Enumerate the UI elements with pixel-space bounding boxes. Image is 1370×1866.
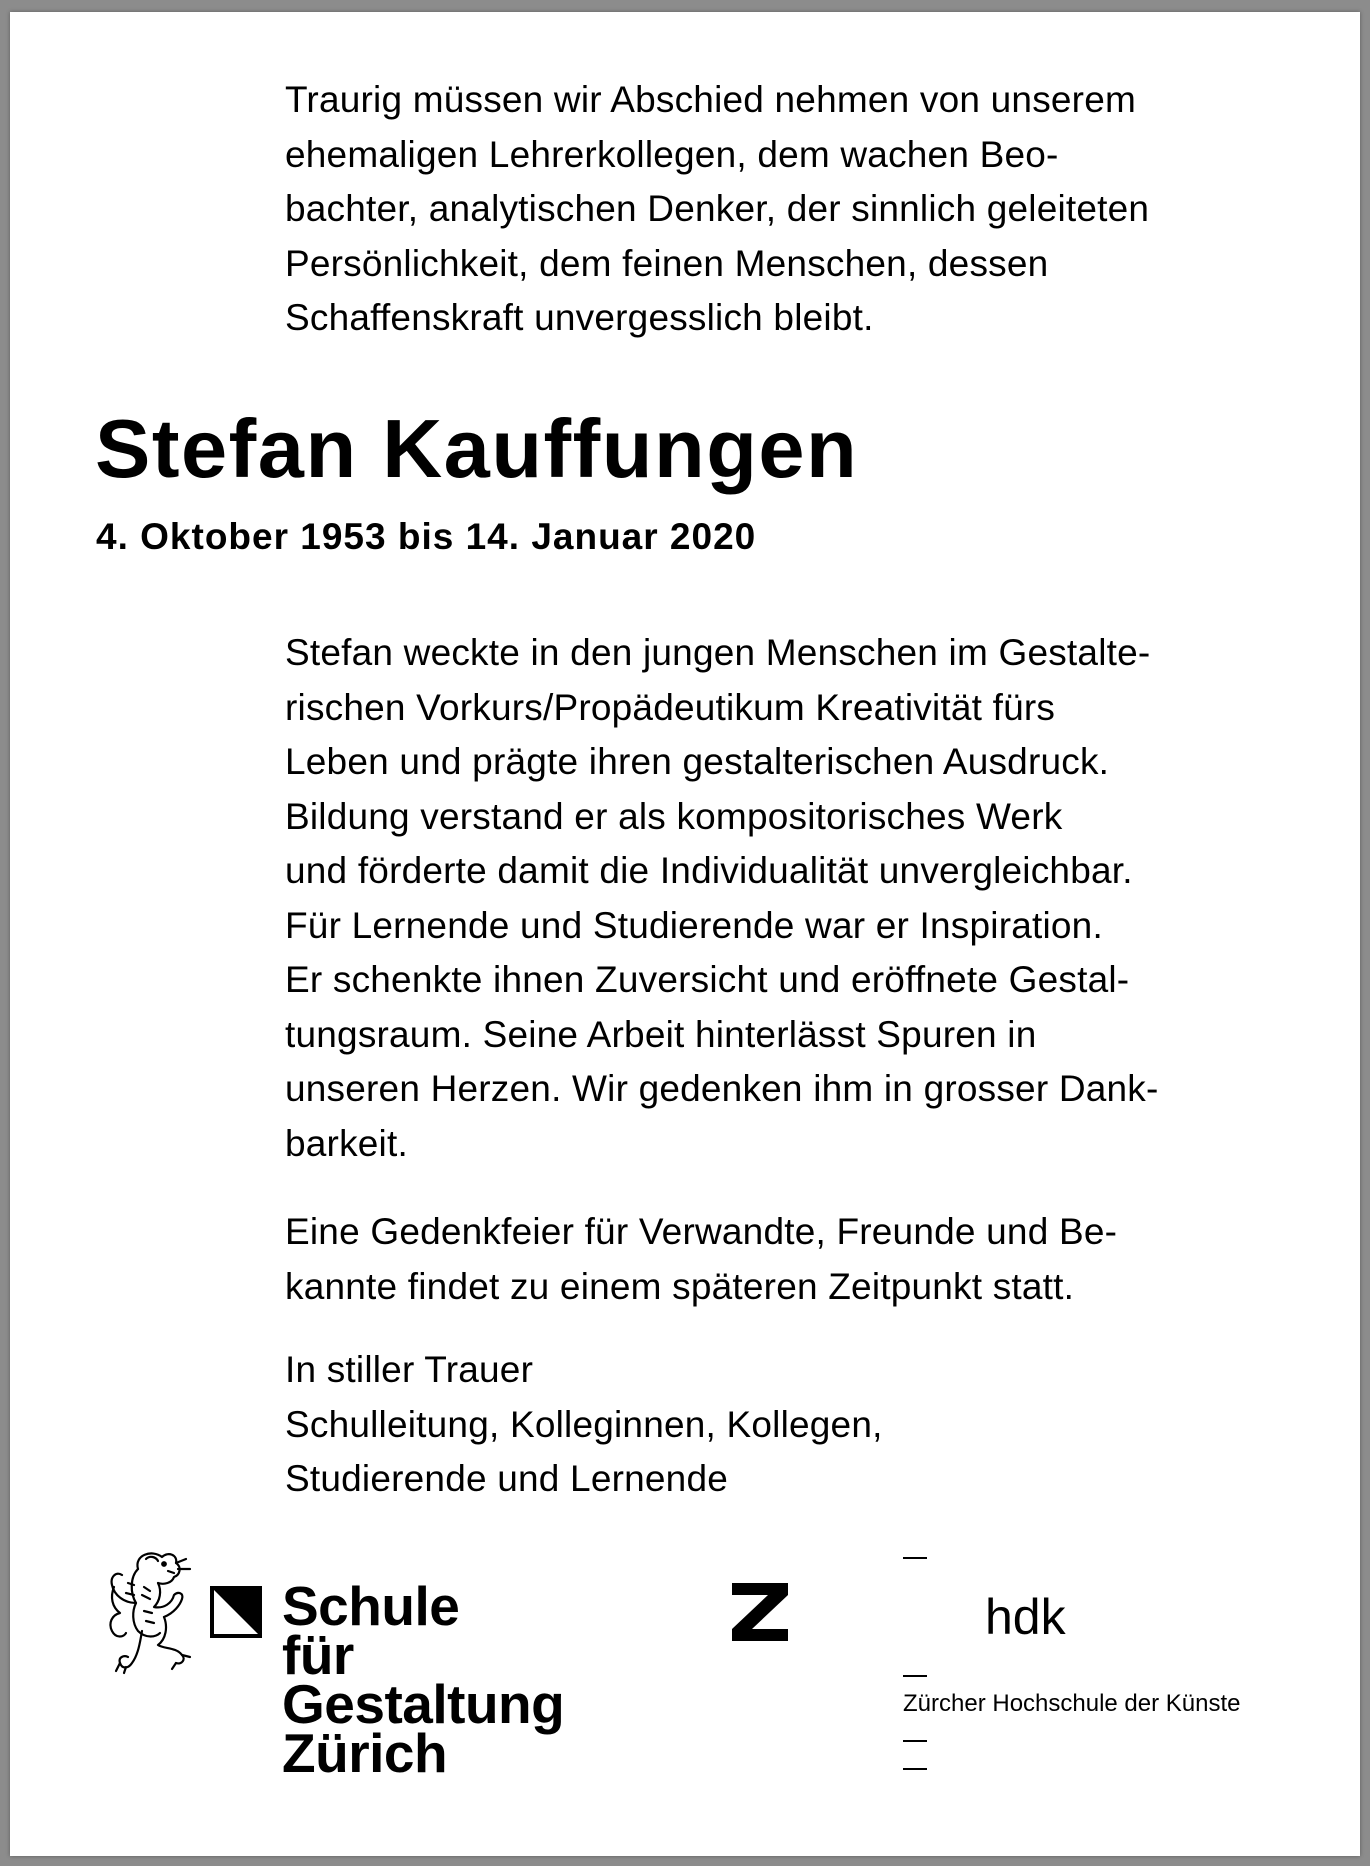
tribute-paragraph: [285, 626, 1295, 1171]
intro-line: Persönlichkeit, dem feinen Menschen, dessen: [285, 242, 1049, 284]
sfg-triangle-icon: [210, 1586, 262, 1638]
deceased-name: Stefan Kauffungen: [95, 402, 859, 495]
lion-icon: [102, 1547, 198, 1677]
tribute-line: tungsraum. Seine Arbeit hinterlässt Spuren in: [285, 1013, 1037, 1055]
intro-paragraph: [285, 73, 1295, 346]
tribute-line: barkeit.: [285, 1122, 408, 1164]
memorial-paragraph: [285, 1205, 1295, 1314]
tribute-line: Stefan weckte in den jungen Menschen im Gestalte-: [285, 632, 1151, 673]
school-name-line: Schule: [282, 1575, 460, 1637]
zhdk-dash: [903, 1768, 927, 1770]
intro-line: bachter, analytischen Denker, der sinnlich geleiteten: [285, 188, 1150, 229]
intro-line: Traurig müssen wir Abschied nehmen von unserem: [285, 79, 1137, 120]
tribute-line: Bildung verstand er als kompositorisches Werk: [285, 795, 1063, 837]
zhdk-full-name: Zürcher Hochschule der Künste: [903, 1690, 1241, 1717]
tribute-line: rischen Vorkurs/Propädeutikum Kreativität fürs: [285, 686, 1056, 728]
school-name-line: Zürich: [282, 1722, 448, 1784]
tribute-line: unseren Herzen. Wir gedenken ihm in grosser Dank-: [285, 1068, 1159, 1109]
signature-block: [285, 1343, 1295, 1507]
signature-line: In stiller Trauer: [285, 1349, 534, 1390]
zhdk-dash: [903, 1740, 927, 1742]
signature-line: Schulleitung, Kolleginnen, Kollegen,: [285, 1403, 883, 1445]
tribute-line: Für Lernende und Studierende war er Inspiration.: [285, 904, 1103, 946]
tribute-line: Er schenkte ihnen Zuversicht und eröffnete Gestal-: [285, 959, 1130, 1000]
school-name: [282, 1575, 565, 1784]
school-name-line: Gestaltung: [282, 1673, 565, 1735]
memorial-line: Eine Gedenkfeier für Verwandte, Freunde und Be-: [285, 1211, 1118, 1252]
memorial-line: kannte findet zu einem späteren Zeitpunkt statt.: [285, 1265, 1075, 1307]
life-dates: 4. Oktober 1953 bis 14. Januar 2020: [96, 516, 757, 557]
obituary-page: [10, 12, 1360, 1856]
tribute-line: und förderte damit die Individualität unvergleichbar.: [285, 850, 1133, 891]
zhdk-dash: [903, 1557, 927, 1559]
signature-line: Studierende und Lernende: [285, 1458, 729, 1499]
intro-line: ehemaligen Lehrerkollegen, dem wachen Beo-: [285, 133, 1059, 175]
tribute-line: Leben und prägte ihren gestalterischen Ausdruck.: [285, 741, 1110, 782]
school-name-line: für: [282, 1624, 354, 1686]
zhdk-short-name: hdk: [985, 1589, 1066, 1645]
z-logo-icon: [728, 1579, 792, 1643]
intro-line: Schaffenskraft unvergesslich bleibt.: [285, 297, 874, 338]
zhdk-dash: [903, 1675, 927, 1677]
